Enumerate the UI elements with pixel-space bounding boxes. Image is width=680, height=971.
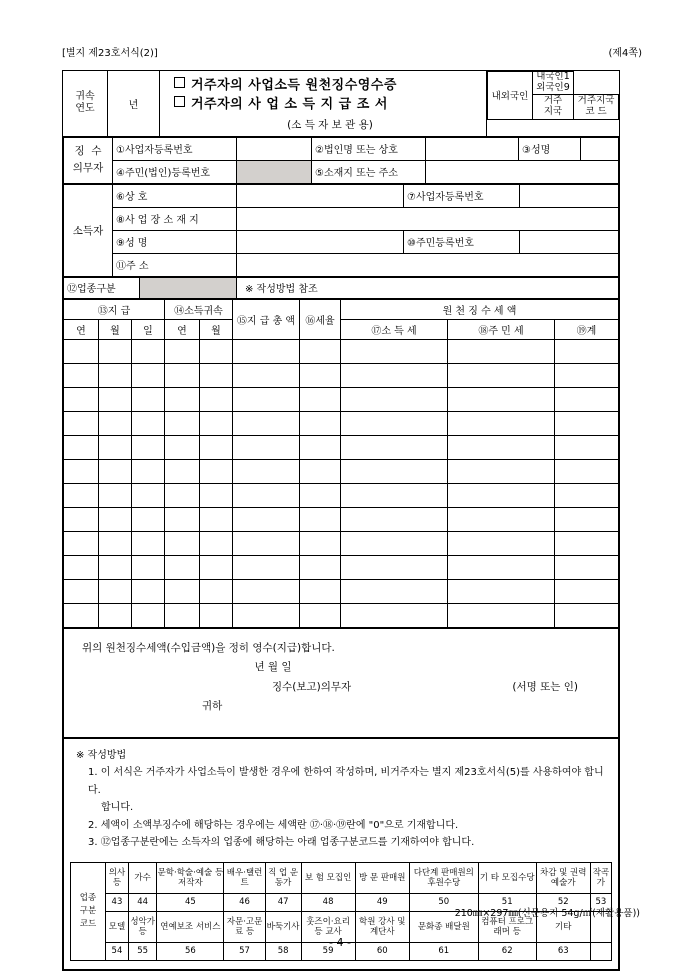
- receipt-block: [63, 628, 619, 738]
- table-cell[interactable]: [165, 507, 200, 531]
- payer-side-label: 징 수 의무자: [64, 137, 113, 183]
- table-cell[interactable]: [64, 579, 99, 603]
- table-cell[interactable]: [132, 507, 165, 531]
- year-box: [63, 71, 160, 136]
- title-cell: [160, 71, 486, 136]
- table-cell[interactable]: [341, 459, 448, 483]
- code-number-row1-4: 46: [224, 893, 265, 911]
- col-resident-tax: ⑱주 민 세: [448, 319, 555, 339]
- title-block: [63, 71, 619, 137]
- code-number-row2-5: 58: [265, 942, 301, 960]
- code-side-label: 업종 구분 코드: [71, 862, 106, 960]
- earner-biz-reg-label: ⑦사업자등록번호: [404, 184, 520, 207]
- table-cell[interactable]: [233, 483, 300, 507]
- table-cell[interactable]: [165, 387, 200, 411]
- title-line-2: 거주자의 사 업 소 득 지 급 조 서: [174, 96, 486, 115]
- page-indicator: (제4쪽): [608, 48, 642, 59]
- col-withholding-group: 원 천 징 수 세 액: [341, 299, 619, 319]
- table-cell[interactable]: [165, 603, 200, 627]
- sub-period-month: 월: [200, 319, 233, 339]
- table-cell[interactable]: [99, 387, 132, 411]
- table-row[interactable]: [64, 579, 619, 603]
- code-label-row2-10: 기타: [536, 911, 590, 942]
- table-cell[interactable]: [300, 387, 341, 411]
- earner-side-label: 소득자: [64, 184, 113, 276]
- table-cell[interactable]: [341, 483, 448, 507]
- nationality-label: 내외국인: [488, 72, 533, 120]
- table-cell[interactable]: [341, 363, 448, 387]
- detail-table: [63, 299, 619, 628]
- form-body: [62, 70, 620, 971]
- receipt-date-line[interactable]: 년 월 일: [254, 661, 292, 674]
- code-label-row2-7: 학원 강사 및 계단사: [355, 911, 409, 942]
- table-cell[interactable]: [64, 507, 99, 531]
- earner-name-label: ⑨성 명: [113, 230, 237, 253]
- business-type-value[interactable]: [140, 277, 237, 298]
- residence-value: 거주지국 코 드: [574, 94, 619, 119]
- table-cell[interactable]: [233, 435, 300, 459]
- table-cell[interactable]: [165, 579, 200, 603]
- table-row[interactable]: [64, 363, 619, 387]
- table-cell[interactable]: [233, 555, 300, 579]
- form-number: [별지 제23호서식(2)]: [62, 48, 158, 59]
- code-number-row2-3: 56: [157, 942, 224, 960]
- table-cell[interactable]: [341, 507, 448, 531]
- code-number-row1-5: 47: [265, 893, 301, 911]
- table-cell[interactable]: [132, 387, 165, 411]
- table-cell[interactable]: [132, 363, 165, 387]
- code-label-row2-8: 문화종 배달원: [409, 911, 478, 942]
- payer-corp-name-value[interactable]: [426, 137, 519, 160]
- table-cell[interactable]: [99, 507, 132, 531]
- checkbox-icon-1[interactable]: [174, 77, 185, 88]
- code-number-row1-11: 53: [590, 893, 611, 911]
- code-number-row2-2: 55: [128, 942, 156, 960]
- table-cell[interactable]: [64, 459, 99, 483]
- receipt-to-line: 귀하: [202, 699, 223, 712]
- table-cell[interactable]: [555, 507, 619, 531]
- code-number-row1-9: 51: [478, 893, 536, 911]
- table-cell[interactable]: [233, 339, 300, 363]
- table-cell[interactable]: [200, 483, 233, 507]
- payer-table: [63, 137, 619, 184]
- table-cell[interactable]: [200, 507, 233, 531]
- table-cell[interactable]: [233, 579, 300, 603]
- table-cell[interactable]: [165, 459, 200, 483]
- business-type-table: [63, 277, 619, 299]
- page-header: [62, 44, 642, 59]
- earner-table: [63, 184, 619, 277]
- table-cell[interactable]: [555, 459, 619, 483]
- title-line-1: 거주자의 사업소득 원천징수영수증: [174, 77, 486, 96]
- table-cell[interactable]: [64, 555, 99, 579]
- instruction-item-3: 3. ⑫업종구분란에는 소득자의 업종에 해당하는 아래 업종구분코드를 기재하여야 합니다.: [88, 837, 475, 849]
- code-number-row1-2: 44: [128, 893, 156, 911]
- receipt-payer-line: 징수(보고)의무자: [272, 680, 352, 693]
- payer-corp-name-label: ②법인명 또는 상호: [312, 137, 426, 160]
- table-cell[interactable]: [341, 579, 448, 603]
- checkbox-icon-2[interactable]: [174, 96, 185, 107]
- code-number-row2-8: 61: [409, 942, 478, 960]
- code-label-2: 가수: [128, 862, 156, 893]
- table-cell[interactable]: [233, 603, 300, 627]
- code-label-10: 차감 및 권력 예술가: [536, 862, 590, 893]
- receipt-line-1: 위의 원천징수세액(수입금액)을 정히 영수(지급)합니다.: [82, 641, 335, 654]
- earner-biz-reg-value[interactable]: [520, 184, 619, 207]
- business-type-note: ※ 작성방법 참조: [237, 277, 619, 298]
- table-cell[interactable]: [300, 555, 341, 579]
- table-cell[interactable]: [300, 435, 341, 459]
- table-cell[interactable]: [555, 555, 619, 579]
- table-cell[interactable]: [132, 555, 165, 579]
- payer-biz-reg-label: ①사업자등록번호: [113, 137, 237, 160]
- table-cell[interactable]: [99, 603, 132, 627]
- table-cell[interactable]: [200, 531, 233, 555]
- table-cell[interactable]: [341, 531, 448, 555]
- receipt-sign-line[interactable]: (서명 또는 인): [512, 680, 578, 693]
- table-cell[interactable]: [448, 531, 555, 555]
- table-cell[interactable]: [64, 483, 99, 507]
- payer-biz-reg-value[interactable]: [237, 137, 312, 160]
- code-label-row2-6: 훗즈이·요리 등 교사: [301, 911, 355, 942]
- table-cell[interactable]: [99, 459, 132, 483]
- table-cell[interactable]: [300, 411, 341, 435]
- payer-name-label: ③성명: [519, 137, 581, 160]
- table-cell[interactable]: [448, 435, 555, 459]
- table-cell[interactable]: [165, 363, 200, 387]
- code-label-8: 다단계 판매원의 후원수당: [409, 862, 478, 893]
- payer-address-label: ⑤소재지 또는 주소: [312, 160, 426, 183]
- table-cell[interactable]: [200, 435, 233, 459]
- table-row[interactable]: [64, 387, 619, 411]
- payer-resident-reg-label: ④주민(법인)등록번호: [113, 160, 237, 183]
- table-cell[interactable]: [200, 579, 233, 603]
- year-label: 귀속 연도: [63, 71, 108, 136]
- code-label-5: 직 업 운동가: [265, 862, 301, 893]
- table-row[interactable]: [64, 555, 619, 579]
- sub-pay-month: 월: [99, 319, 132, 339]
- earner-resident-reg-value[interactable]: [520, 230, 619, 253]
- table-cell[interactable]: [165, 483, 200, 507]
- table-cell[interactable]: [555, 531, 619, 555]
- table-cell[interactable]: [300, 507, 341, 531]
- table-cell[interactable]: [555, 387, 619, 411]
- table-cell[interactable]: [233, 531, 300, 555]
- year-value[interactable]: 년: [128, 99, 139, 111]
- code-number-row1-3: 45: [157, 893, 224, 911]
- table-cell[interactable]: [555, 579, 619, 603]
- payer-name-value[interactable]: [581, 137, 619, 160]
- table-row[interactable]: [64, 411, 619, 435]
- table-row[interactable]: [64, 483, 619, 507]
- table-cell[interactable]: [341, 387, 448, 411]
- code-number-row2-4: 57: [224, 942, 265, 960]
- earner-address-label: ⑪주 소: [113, 253, 237, 276]
- code-label-9: 기 타 모집수당: [478, 862, 536, 893]
- sub-pay-day: 일: [132, 319, 165, 339]
- table-cell[interactable]: [64, 339, 99, 363]
- table-cell[interactable]: [132, 603, 165, 627]
- table-cell[interactable]: [99, 363, 132, 387]
- code-number-row2-1: 54: [106, 942, 129, 960]
- table-cell[interactable]: [555, 411, 619, 435]
- table-cell[interactable]: [341, 555, 448, 579]
- table-row[interactable]: [64, 507, 619, 531]
- table-cell[interactable]: [448, 363, 555, 387]
- code-number-row1-6: 48: [301, 893, 355, 911]
- table-cell[interactable]: [99, 555, 132, 579]
- earner-address-value[interactable]: [237, 253, 619, 276]
- code-number-row2-7: 60: [355, 942, 409, 960]
- table-cell[interactable]: [448, 387, 555, 411]
- table-cell[interactable]: [200, 363, 233, 387]
- table-cell[interactable]: [300, 603, 341, 627]
- code-label-row2-1: 모델: [106, 911, 129, 942]
- code-number-row1-7: 49: [355, 893, 409, 911]
- table-cell[interactable]: [448, 459, 555, 483]
- sub-period-year: 연: [165, 319, 200, 339]
- code-label-row2-5: 바둑기사: [265, 911, 301, 942]
- payer-resident-reg-value[interactable]: [237, 160, 312, 183]
- table-cell[interactable]: [165, 435, 200, 459]
- page-number: - 4 -: [329, 936, 351, 949]
- col-tax-sum: ⑲계: [555, 319, 619, 339]
- table-cell[interactable]: [555, 363, 619, 387]
- instructions-title: ※ 작성방법: [76, 749, 127, 761]
- table-cell[interactable]: [448, 579, 555, 603]
- earner-resident-reg-label: ⑩주민등록번호: [404, 230, 520, 253]
- table-cell[interactable]: [64, 363, 99, 387]
- table-cell[interactable]: [341, 603, 448, 627]
- earner-trade-name-label: ⑥상 호: [113, 184, 237, 207]
- table-row[interactable]: [64, 459, 619, 483]
- table-cell[interactable]: [132, 435, 165, 459]
- table-cell[interactable]: [99, 435, 132, 459]
- col-income-tax: ⑰소 득 세: [341, 319, 448, 339]
- code-label-row2-2: 성악가 등: [128, 911, 156, 942]
- code-number-row2-9: 62: [478, 942, 536, 960]
- col-total-amount: ⑮지 급 총 액: [233, 299, 300, 339]
- business-type-label: ⑫업종구분: [64, 277, 140, 298]
- table-cell[interactable]: [300, 459, 341, 483]
- instruction-item-1: 1. 이 서식은 거주자가 사업소득이 발생한 경우에 한하여 작성하며, 비거주자는 별지 제23호서식(5)를 사용하여야 합니다.: [88, 767, 604, 796]
- table-cell[interactable]: [300, 483, 341, 507]
- table-cell[interactable]: [200, 387, 233, 411]
- code-number-row2-10: 63: [536, 942, 590, 960]
- table-cell[interactable]: [300, 579, 341, 603]
- table-cell[interactable]: [233, 507, 300, 531]
- table-cell[interactable]: [64, 531, 99, 555]
- paper-spec-note: 210㎜×297㎜(신문용지 54g/㎡(재활용품)): [454, 908, 640, 919]
- table-cell[interactable]: [448, 411, 555, 435]
- payer-address-value[interactable]: [426, 160, 619, 183]
- table-cell[interactable]: [200, 459, 233, 483]
- table-cell[interactable]: [132, 483, 165, 507]
- table-cell[interactable]: [555, 483, 619, 507]
- earner-name-value[interactable]: [237, 230, 404, 253]
- table-cell[interactable]: [300, 339, 341, 363]
- table-cell[interactable]: [341, 435, 448, 459]
- table-cell[interactable]: [233, 459, 300, 483]
- table-cell[interactable]: [300, 363, 341, 387]
- table-cell[interactable]: [64, 387, 99, 411]
- table-row[interactable]: [64, 531, 619, 555]
- table-cell[interactable]: [132, 411, 165, 435]
- earner-biz-address-value[interactable]: [237, 207, 619, 230]
- code-label-row2-9: 컴퓨터 프로그래머 등: [478, 911, 536, 942]
- code-label-6: 보 험 모집인: [301, 862, 355, 893]
- table-cell[interactable]: [165, 555, 200, 579]
- table-cell[interactable]: [341, 339, 448, 363]
- table-cell[interactable]: [99, 531, 132, 555]
- code-number-row2-6: 59: [301, 942, 355, 960]
- instructions-block: ※ 작성방법 1. 이 서식은 거주자가 사업소득이 발생한 경우에 한하여 작성하며, 비거주자는 별지 제23호서식(5)를 사용하여야 합니다. 합니다. 2. 세액이 소액부징수에 해당하는 경우에는 세액란 ⑰·⑱·⑲란에 "0"으로 기재합니다. 3. ⑫업종구분란에는 소득자의 업종에 해당하는 아래 업종구분코드를 기재하여야 합니다. 업종 구분 코드 의사 등 가수 문학·학술·예술 등 저작자 배우·탤런트 직 업 운동가 보 험 모집인 방 문 판매원 다단계 판매원의 후원수당 기 타 모집수당 차감 및 권력 예술가 작곡가 43 44 45 46 47 48 49 50 51 52 53 모델 성악가 등 연예보조 서비스 자문·고문료 등 바둑기사 훗즈이·요리 등 교사 학원 강사 및 계단사 문화종 배달원 컴퓨터 프로그래머 등 기타 54 55 56 57 58 59 60 61 62 63: [63, 738, 619, 970]
- residence-label: 거주 지국: [532, 94, 573, 119]
- code-number-row1-8: 50: [409, 893, 478, 911]
- table-cell[interactable]: [200, 555, 233, 579]
- table-cell[interactable]: [448, 507, 555, 531]
- table-cell[interactable]: [165, 339, 200, 363]
- table-cell[interactable]: [64, 411, 99, 435]
- title-subtitle: (소 득 자 보 관 용): [287, 118, 373, 131]
- table-cell[interactable]: [64, 603, 99, 627]
- code-label-4: 배우·탤런트: [224, 862, 265, 893]
- nationality-value: 내국인1 외국인9: [532, 72, 573, 95]
- col-tax-rate: ⑯세율: [300, 299, 341, 339]
- table-cell[interactable]: [448, 483, 555, 507]
- table-cell[interactable]: [341, 411, 448, 435]
- table-cell[interactable]: [165, 411, 200, 435]
- table-cell[interactable]: [233, 387, 300, 411]
- table-cell[interactable]: [99, 411, 132, 435]
- table-cell[interactable]: [448, 339, 555, 363]
- earner-biz-address-label: ⑧사 업 장 소 재 지: [113, 207, 237, 230]
- code-label-11: 작곡가: [590, 862, 611, 893]
- table-cell[interactable]: [99, 483, 132, 507]
- code-label-3: 문학·학술·예술 등 저작자: [157, 862, 224, 893]
- table-cell[interactable]: [448, 555, 555, 579]
- table-cell[interactable]: [99, 339, 132, 363]
- col-pay-date: ⑬지 급: [64, 299, 165, 319]
- table-cell[interactable]: [200, 603, 233, 627]
- code-label-row2-4: 자문·고문료 등: [224, 911, 265, 942]
- table-row[interactable]: [64, 435, 619, 459]
- table-cell[interactable]: [132, 459, 165, 483]
- table-cell[interactable]: [64, 435, 99, 459]
- table-cell[interactable]: [99, 579, 132, 603]
- code-label-7: 방 문 판매원: [355, 862, 409, 893]
- table-cell[interactable]: [132, 531, 165, 555]
- code-number-row1-10: 52: [536, 893, 590, 911]
- table-cell[interactable]: [132, 579, 165, 603]
- table-row[interactable]: [64, 339, 619, 363]
- earner-trade-name-value[interactable]: [237, 184, 404, 207]
- nationality-box: [486, 71, 619, 136]
- table-cell[interactable]: [233, 363, 300, 387]
- table-cell[interactable]: [448, 603, 555, 627]
- table-cell[interactable]: [555, 435, 619, 459]
- table-cell[interactable]: [555, 339, 619, 363]
- table-row[interactable]: [64, 603, 619, 627]
- table-cell[interactable]: [200, 411, 233, 435]
- table-cell[interactable]: [132, 339, 165, 363]
- instruction-item-2: 2. 세액이 소액부징수에 해당하는 경우에는 세액란 ⑰·⑱·⑲란에 "0"으로 기재합니다.: [88, 819, 459, 831]
- table-cell[interactable]: [555, 603, 619, 627]
- table-cell[interactable]: [165, 531, 200, 555]
- col-income-period: ⑭소득귀속: [165, 299, 233, 319]
- code-label-row2-3: 연예보조 서비스: [157, 911, 224, 942]
- code-label-1: 의사 등: [106, 862, 129, 893]
- table-cell[interactable]: [300, 531, 341, 555]
- table-cell[interactable]: [233, 411, 300, 435]
- sub-pay-year: 연: [64, 319, 99, 339]
- code-number-row1-1: 43: [106, 893, 129, 911]
- table-cell[interactable]: [200, 339, 233, 363]
